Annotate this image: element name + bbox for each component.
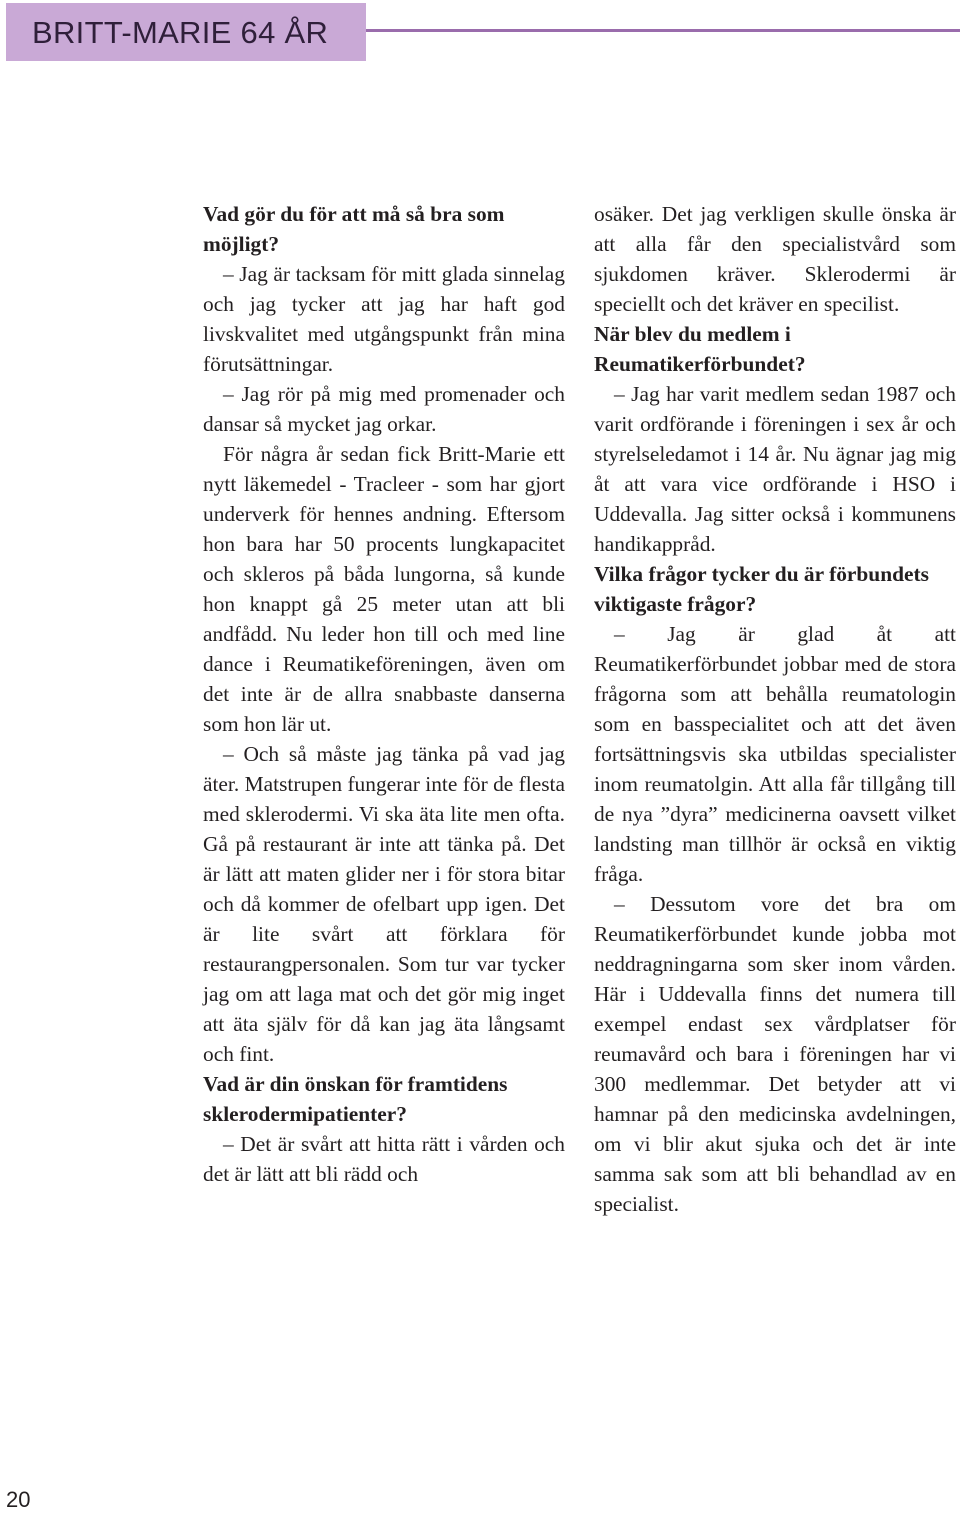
answer-paragraph: – Jag är glad åt att Reumatikerförbundet jobbar med de stora frågorna som att behålla reumatologin som en basspecialitet och att det även fortsättningsvis ska utbildas specialister inom reumatolgin. Att alla får tillgång till de nya ”dyra” medicinerna oavsett vilket landsting man tillhör är också en viktig fråga. [594, 622, 956, 886]
answer-paragraph: – Det är svårt att hitta rätt i vården och det är lätt att bli rädd och [203, 1132, 565, 1186]
narrative-paragraph: För några år sedan fick Britt-Marie ett nytt läkemedel - Tracleer - som har gjort underverk för hennes andning. Eftersom hon bara har 50 procents lungkapacitet och skleros på båda lungorna, så kunde hon knappt gå 25 meter utan att bli andfådd. Nu leder hon till och med line dance i Reumatikeföreningen, även om det inte är de allra snabbaste danserna som hon lär ut. [203, 442, 565, 736]
question-heading: Vad gör du för att må så bra som möjligt? [203, 202, 505, 256]
question-heading: Vilka frågor tycker du är förbundets viktigaste frågor? [594, 562, 929, 616]
page-title: BRITT-MARIE 64 ÅR [32, 15, 329, 50]
answer-paragraph: osäker. Det jag verkligen skulle önska är att alla får den specialistvård som sjukdomen kräver. Sklerodermi är speciellt och det kräver en specilist. [594, 202, 956, 316]
answer-paragraph: – Jag är tacksam för mitt glada sinnelag och jag tycker att jag har haft god livskvalitet med utgångspunkt från mina förutsättningar. [203, 262, 565, 376]
header-rule [366, 29, 960, 32]
answer-paragraph: – Och så måste jag tänka på vad jag äter. Matstrupen fungerar inte för de flesta med sklerodermi. Vi ska äta lite men ofta. Gå på restaurant är inte att tänka på. Det är lätt att maten glider ner i för stora bitar och då kommer de ofelbart upp igen. Det är lite svårt att förklara för restaurangpersonalen. Som tur var tycker jag om att laga mat och det gör mig inget att äta själv för då kan jag äta långsamt och fint. [203, 742, 565, 1066]
answer-paragraph: – Jag har varit medlem sedan 1987 och varit ordförande i föreningen i sex år och styrelseledamot i 14 år. Nu ägnar jag mig åt att vara vice ordförande i HSO i Uddevalla. Jag sitter också i kommunens handikappråd. [594, 382, 956, 556]
left-column [203, 199, 565, 1189]
right-column [594, 199, 956, 1219]
question-heading: När blev du medlem i Reumatikerförbundet? [594, 322, 806, 376]
page-number: 20 [6, 1487, 31, 1512]
header-title-box [6, 3, 366, 61]
answer-paragraph: – Jag rör på mig med promenader och dansar så mycket jag orkar. [203, 382, 565, 436]
answer-paragraph: – Dessutom vore det bra om Reumatikerförbundet kunde jobba mot neddragningarna som sker inom vården. Här i Uddevalla finns det numera till exempel endast sex vårdplatser för reumavård och bara i föreningen har vi 300 medlemmar. Det betyder att vi hamnar på den medicinska avdelningen, om vi blir akut sjuka och det är inte samma sak som att bli behandlad av en specialist. [594, 892, 956, 1216]
question-heading: Vad är din önskan för framtidens sklerodermipatienter? [203, 1072, 508, 1126]
